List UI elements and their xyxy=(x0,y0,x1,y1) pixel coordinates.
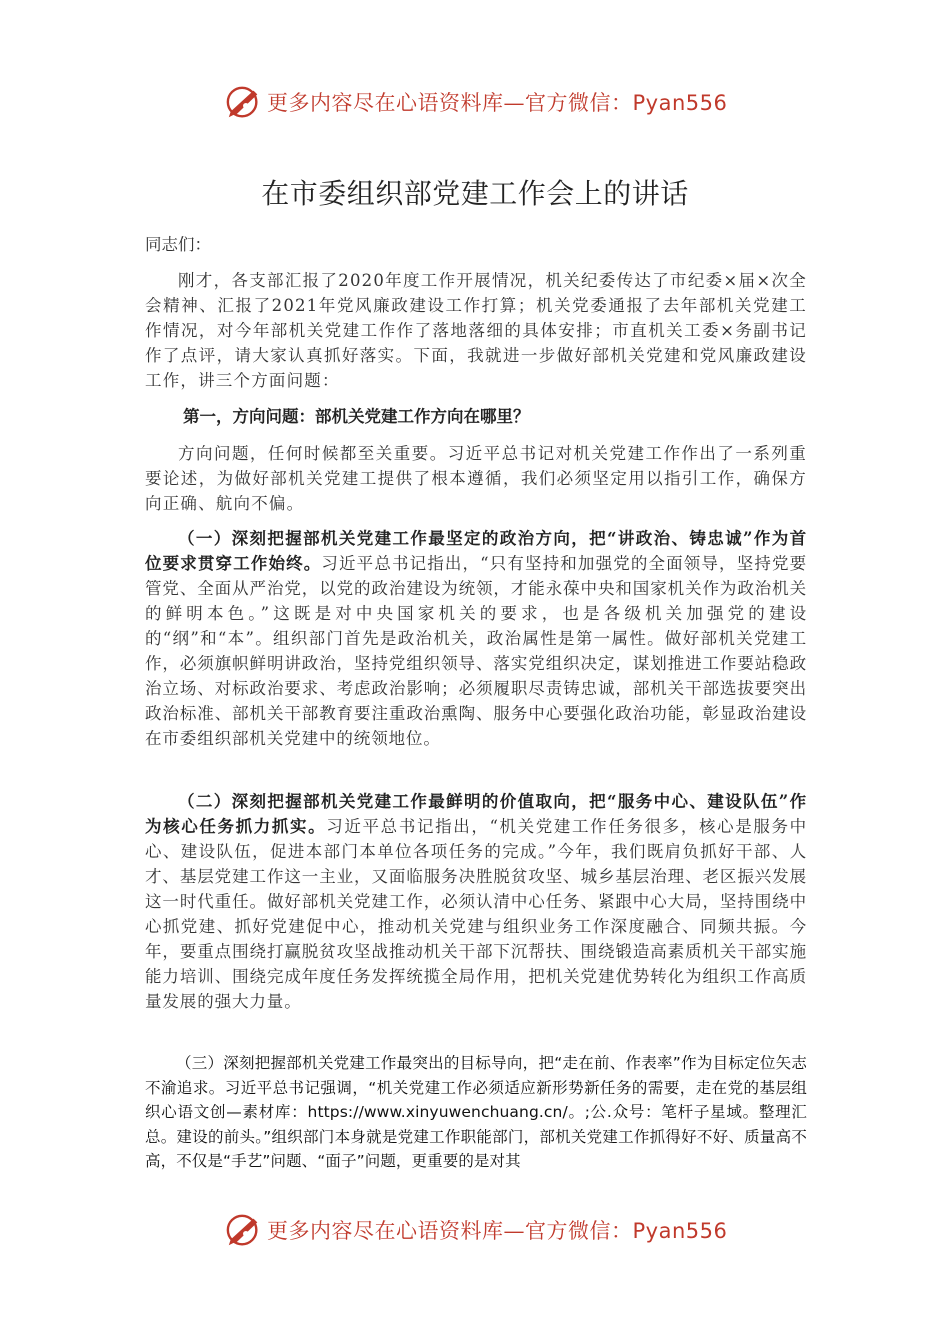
banner-text: 更多内容尽在心语资料库—官方微信：Pyan556 xyxy=(267,91,728,115)
header-watermark-banner xyxy=(225,80,745,124)
point-1-text: 习近平总书记指出，“只有坚持和加强党的全面领导，坚持党要管党、全面从严治党，以党的政治建设为统领，才能永葆中央和国家机关作为政治机关的鲜明本色。”这既是对中央国家机关的要求，也是各级机关加强党的建设的“纲”和“本”。组织部门首先是政治机关，政治属性是第一属性。做好部机关党建工作，必须旗帜鲜明讲政治，坚持党组织领导、落实党组织决定，谋划推进工作要站稳政治立场、对标政治要求、考虑政治影响；必须履职尽责铸忠诚，部机关干部选拔要突出政治标准、部机关干部教育要注重政治熏陶、服务中心要强化政治功能，彰显政治建设在市委组织部机关党建中的统领地位。 xyxy=(145,554,808,748)
paragraph-point-2 xyxy=(145,789,807,1014)
point-3-text: 习近平总书记强调，“机关党建工作必须适应新形势新任务的需要，走在党的基层组织心语文创—素材库：https://www.xinyuwenchuang.cn/。;公.众号：笔杆子星域。整理汇总。建设的前头。”组织部门本身就是党建工作职能部门，部机关党建工作抓得好不好、质量高不高，不仅是“手艺”问题、“面子”问题，更重要的是对其 xyxy=(145,1078,807,1170)
banner-text: 更多内容尽在心语资料库—官方微信：Pyan556 xyxy=(267,1219,728,1243)
pen-logo-icon xyxy=(225,1211,263,1249)
document-title: 在市委组织部党建工作会上的讲话 xyxy=(261,177,689,210)
point-2-text: 习近平总书记指出，“机关党建工作任务很多，核心是服务中心、建设队伍，促进本部门本单位各项任务的完成。”今年，我们既肩负抓好干部、人才、基层党建工作这一主业，又面临服务决胜脱贫攻坚、城乡基层治理、老区振兴发展这一时代重任。做好部机关党建工作，必须认清中心任务、紧跟中心大局，坚持围绕中心抓党建、抓好党建促中心，推动机关党建与组织业务工作深度融合、同频共振。今年，要重点围绕打赢脱贫攻坚战推动机关干部下沉帮扶、围绕锻造高素质机关干部实施能力培训、围绕完成年度任务发挥统揽全局作用，把机关党建优势转化为组织工作高质量发展的强大力量。 xyxy=(145,817,807,1011)
paragraph-point-1 xyxy=(145,526,807,751)
section-heading-1: 第一，方向问题：部机关党建工作方向在哪里？ xyxy=(183,407,530,426)
pen-logo-icon xyxy=(225,83,263,121)
point-2-lead: （二）深刻把握部机关党建工作最鲜明的价值取向，把“服务中心、建设队伍”作为核心任务抓力抓实。 xyxy=(145,792,807,836)
footer-watermark-banner xyxy=(225,1208,745,1252)
paragraph-point-3 xyxy=(145,1051,807,1174)
paragraph-intro: 刚才，各支部汇报了2020年度工作开展情况，机关纪委传达了市纪委×届×次全会精神、汇报了2021年党风廉政建设工作打算；机关党委通报了去年部机关党建工作情况，对今年部机关党建工作作了落地落细的具体安排；市直机关工委×务副书记作了点评，请大家认真抓好落实。下面，我就进一步做好部机关党建和党风廉政建设工作，讲三个方面问题： xyxy=(145,271,807,390)
paragraph-direction: 方向问题，任何时候都至关重要。习近平总书记对机关党建工作作出了一系列重要论述，为做好部机关党建工提供了根本遵循，我们必须坚定用以指引工作，确保方向正确、航向不偏。 xyxy=(145,444,807,513)
banner-handle: Pyan556 xyxy=(632,1219,728,1243)
point-1-lead: （一）深刻把握部机关党建工作最坚定的政治方向，把“讲政治、铸忠诚”作为首位要求贯穿工作始终。 xyxy=(145,529,807,573)
point-3-lead: （三）深刻把握部机关党建工作最突出的目标导向，把“走在前、作表率”作为目标定位矢志不渝追求。 xyxy=(145,1054,807,1097)
banner-handle: Pyan556 xyxy=(632,91,728,115)
greeting: 同志们： xyxy=(145,235,211,254)
